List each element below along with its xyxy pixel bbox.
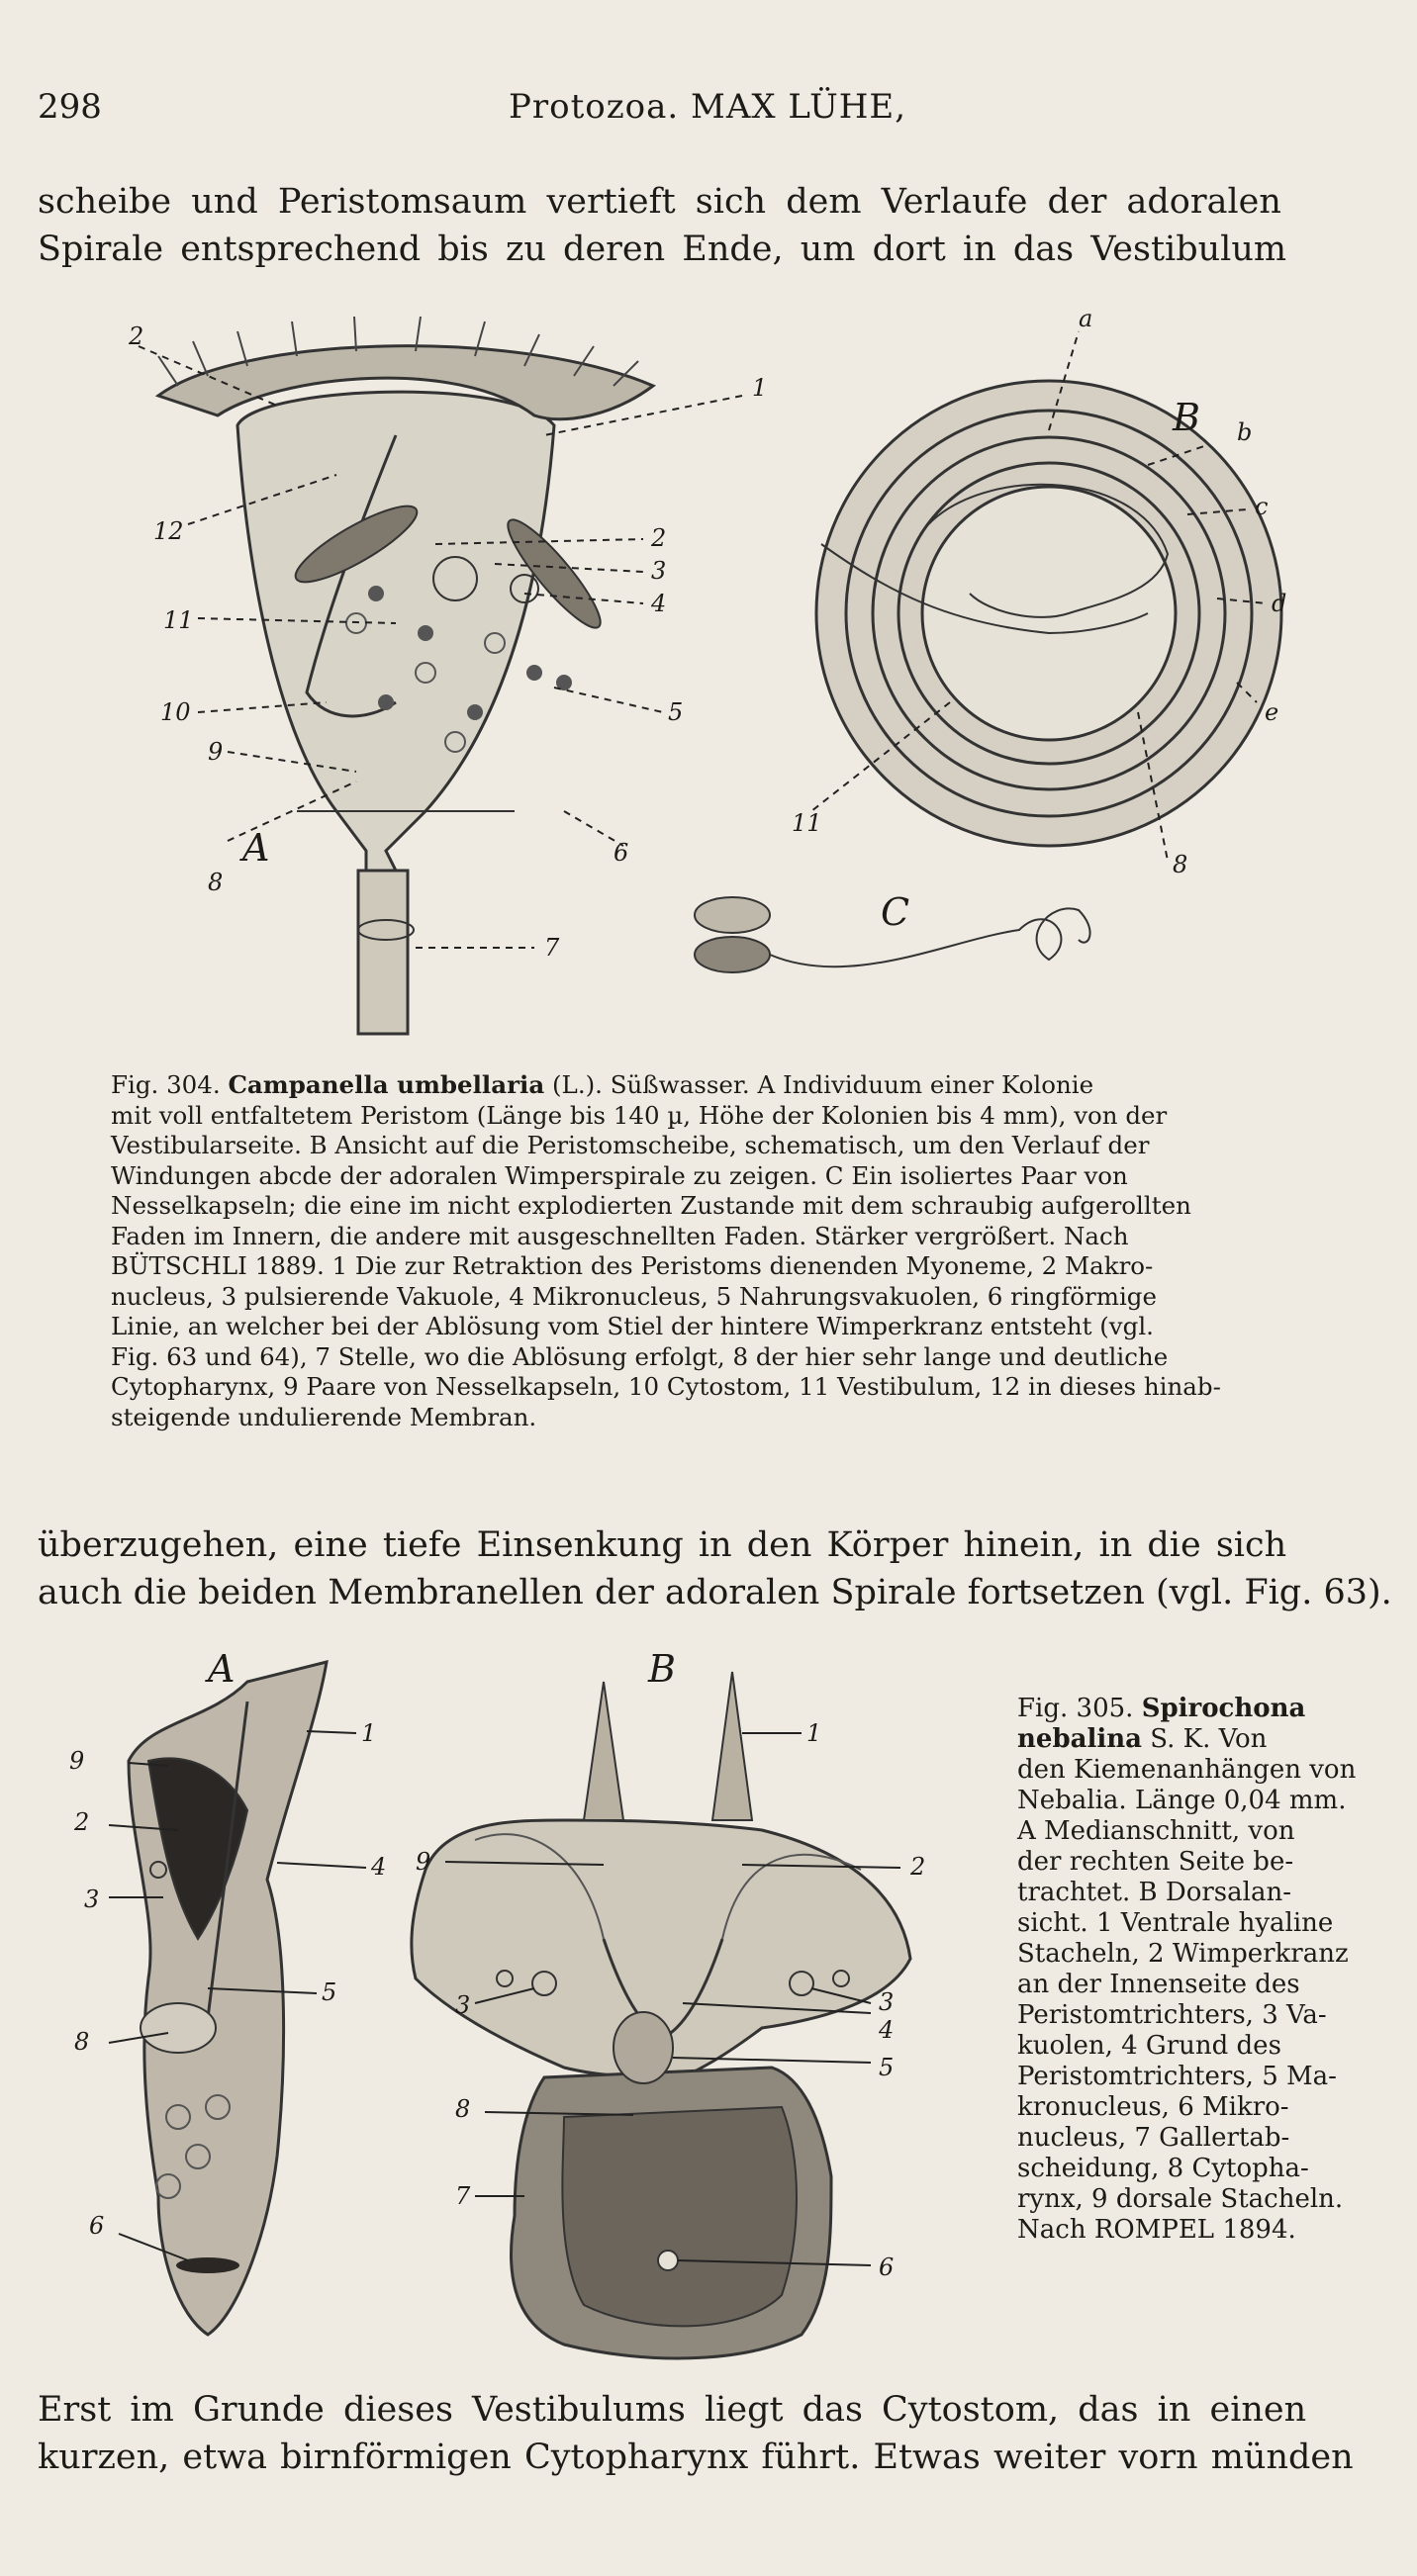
caption-line: scheidung, 8 Cytopha- xyxy=(1017,2154,1309,2183)
fig304-label-e: e xyxy=(1265,698,1279,726)
fig305b-label-4: 4 xyxy=(879,2016,895,2044)
caption-line: Nesselkapseln; die eine im nicht explodierten Zustande mit dem schraubig aufgerollten xyxy=(111,1191,1191,1220)
caption-line: Fig. 305. Spirochona xyxy=(1017,1694,1306,1723)
text-line: auch die beiden Membranellen der adoralen Spirale fortsetzen (vgl. Fig. 63). xyxy=(38,1573,1392,1612)
page-header xyxy=(38,87,1379,137)
peristome-spiral xyxy=(816,381,1281,846)
caption-line: Fig. 63 und 64), 7 Stelle, wo die Ablösung erfolgt, 8 der hier sehr lange und deutliche xyxy=(111,1341,1169,1371)
fig305a-label-4: 4 xyxy=(371,1853,387,1881)
fig305a-label-3: 3 xyxy=(84,1886,100,1913)
caption-line: BÜTSCHLI 1889. 1 Die zur Retraktion des Peristoms dienenden Myoneme, 2 Makro- xyxy=(111,1251,1154,1280)
caption-line: Faden im Innern, die andere mit ausgeschnellten Faden. Stärker vergrößert. Nach xyxy=(111,1221,1129,1250)
caption-line: steigende undulierende Membran. xyxy=(111,1402,537,1431)
caption-line: nucleus, 7 Gallertab- xyxy=(1017,2123,1290,2153)
fig304-label-2a: 2 xyxy=(129,322,144,350)
fig304-label-10: 10 xyxy=(160,698,191,726)
caption-line: der rechten Seite be- xyxy=(1017,1847,1294,1877)
fig305a-label-8: 8 xyxy=(74,2028,90,2056)
species-name: Spirochona xyxy=(1141,1694,1306,1723)
paragraph-middle xyxy=(38,1521,1392,1616)
fig305b-label-9: 9 xyxy=(416,1848,431,1876)
caption-line: Peristomtrichters, 5 Ma- xyxy=(1017,2062,1337,2091)
caption-line: trachtet. B Dorsalan- xyxy=(1017,1878,1291,1907)
fig304-label-12: 12 xyxy=(153,517,184,545)
fig305b-label-1: 1 xyxy=(806,1719,822,1747)
caption-line: kronucleus, 6 Mikro- xyxy=(1017,2092,1289,2122)
figure-305 xyxy=(49,1642,999,2364)
text-line: scheibe und Peristomsaum vertieft sich dem Verlaufe der adoralen xyxy=(38,182,1281,222)
fig305b-label-3b: 3 xyxy=(879,1988,895,2016)
fig305-caption xyxy=(1017,1694,1385,2246)
fig305a-label-2: 2 xyxy=(74,1808,90,1836)
fig304-label-d: d xyxy=(1272,590,1287,617)
spirochona-section xyxy=(129,1662,327,2335)
fig304-label-6: 6 xyxy=(614,839,629,867)
fig304-label-b: b xyxy=(1237,418,1253,446)
caption-line: kuolen, 4 Grund des xyxy=(1017,2031,1281,2061)
caption-line: sicht. 1 Ventrale hyaline xyxy=(1017,1908,1334,1938)
spirochona-dorsal xyxy=(412,1672,910,2358)
fig304-label-9: 9 xyxy=(208,738,224,766)
fig304-label-8: 8 xyxy=(208,869,224,896)
fig304-panel-a: A xyxy=(242,826,270,870)
caption-line: Windungen abcde der adoralen Wimperspirale zu zeigen. C Ein isoliertes Paar von xyxy=(111,1160,1128,1190)
caption-line: Fig. 304. Campanella umbellaria (L.). Süßwasser. A Individuum einer Kolonie xyxy=(111,1070,1094,1099)
running-title: Protozoa. MAX LÜHE, xyxy=(509,87,907,127)
paragraph-top xyxy=(38,178,1387,273)
caption-line: Nebalia. Länge 0,04 mm. xyxy=(1017,1786,1347,1815)
caption-line: Linie, an welcher bei der Ablösung vom Stiel der hintere Wimperkranz entsteht (vgl. xyxy=(111,1312,1154,1340)
fig304-panel-b: B xyxy=(1173,396,1200,439)
campanella-body xyxy=(158,317,653,1034)
fig305a-label-5: 5 xyxy=(322,1978,337,2006)
text-line: Erst im Grunde dieses Vestibulums liegt das Cytostom, das in einen xyxy=(38,2390,1307,2430)
species-name: Campanella umbellaria xyxy=(228,1070,545,1099)
text-line: überzugehen, eine tiefe Einsenkung in den Körper hinein, in die sich xyxy=(38,1525,1287,1565)
fig304-label-7: 7 xyxy=(544,934,560,962)
fig305b-label-3a: 3 xyxy=(455,1991,471,2019)
text-line: Spirale entsprechend bis zu deren Ende, um dort in das Vestibulum xyxy=(38,230,1287,269)
caption-line: Peristomtrichters, 3 Va- xyxy=(1017,2000,1327,2030)
fig304-label-a: a xyxy=(1079,305,1093,332)
fig304-label-5: 5 xyxy=(668,698,684,726)
fig304-label-8b: 8 xyxy=(1173,851,1188,878)
fig304-label-11: 11 xyxy=(163,606,194,634)
paragraph-bottom xyxy=(38,2386,1387,2481)
fig304-panel-c: C xyxy=(881,890,910,934)
caption-line: den Kiemenanhängen von xyxy=(1017,1755,1357,1785)
fig304-label-4: 4 xyxy=(651,590,667,617)
fig304-label-11b: 11 xyxy=(792,809,822,837)
fig305b-label-2: 2 xyxy=(910,1853,926,1881)
caption-line: Cytopharynx, 9 Paare von Nesselkapseln, 10 Cytostom, 11 Vestibulum, 12 in dieses hinab- xyxy=(111,1372,1221,1401)
figure-304 xyxy=(99,297,1326,1049)
fig305a-label-6: 6 xyxy=(89,2212,105,2240)
fig304-label-2: 2 xyxy=(651,524,667,552)
page-number: 298 xyxy=(38,87,102,127)
caption-line: Nach ROMPEL 1894. xyxy=(1017,2215,1296,2245)
fig305b-label-5: 5 xyxy=(879,2054,895,2081)
caption-line: nucleus, 3 pulsierende Vakuole, 4 Mikronucleus, 5 Nahrungsvakuolen, 6 ringförmige xyxy=(111,1281,1157,1311)
fig305a-label-9: 9 xyxy=(69,1747,85,1775)
fig304-caption xyxy=(111,1070,1387,1432)
fig305b-label-8: 8 xyxy=(455,2095,471,2123)
species-name: nebalina xyxy=(1017,1724,1142,1754)
fig305b-label-6: 6 xyxy=(879,2254,895,2281)
caption-line: an der Innenseite des xyxy=(1017,1970,1300,1999)
caption-line: rynx, 9 dorsale Stacheln. xyxy=(1017,2184,1344,2214)
text-line: kurzen, etwa birnförmigen Cytopharynx führt. Etwas weiter vorn münden xyxy=(38,2438,1354,2477)
caption-line: Stacheln, 2 Wimperkranz xyxy=(1017,1939,1349,1969)
fig304-label-3: 3 xyxy=(651,557,667,585)
caption-line: Vestibularseite. B Ansicht auf die Peristomscheibe, schematisch, um den Verlauf der xyxy=(111,1131,1150,1159)
fig305-panel-a: A xyxy=(208,1647,236,1691)
caption-line: nebalina S. K. Von xyxy=(1017,1724,1268,1754)
fig305b-label-7: 7 xyxy=(455,2182,471,2210)
caption-line: A Medianschnitt, von xyxy=(1017,1816,1295,1846)
fig304-label-1: 1 xyxy=(752,374,768,402)
fig305a-label-1: 1 xyxy=(361,1719,377,1747)
caption-line: mit voll entfaltetem Peristom (Länge bis 140 µ, Höhe der Kolonien bis 4 mm), von der xyxy=(111,1100,1168,1130)
fig304-label-c: c xyxy=(1255,493,1269,520)
fig305-panel-b: B xyxy=(648,1647,676,1691)
